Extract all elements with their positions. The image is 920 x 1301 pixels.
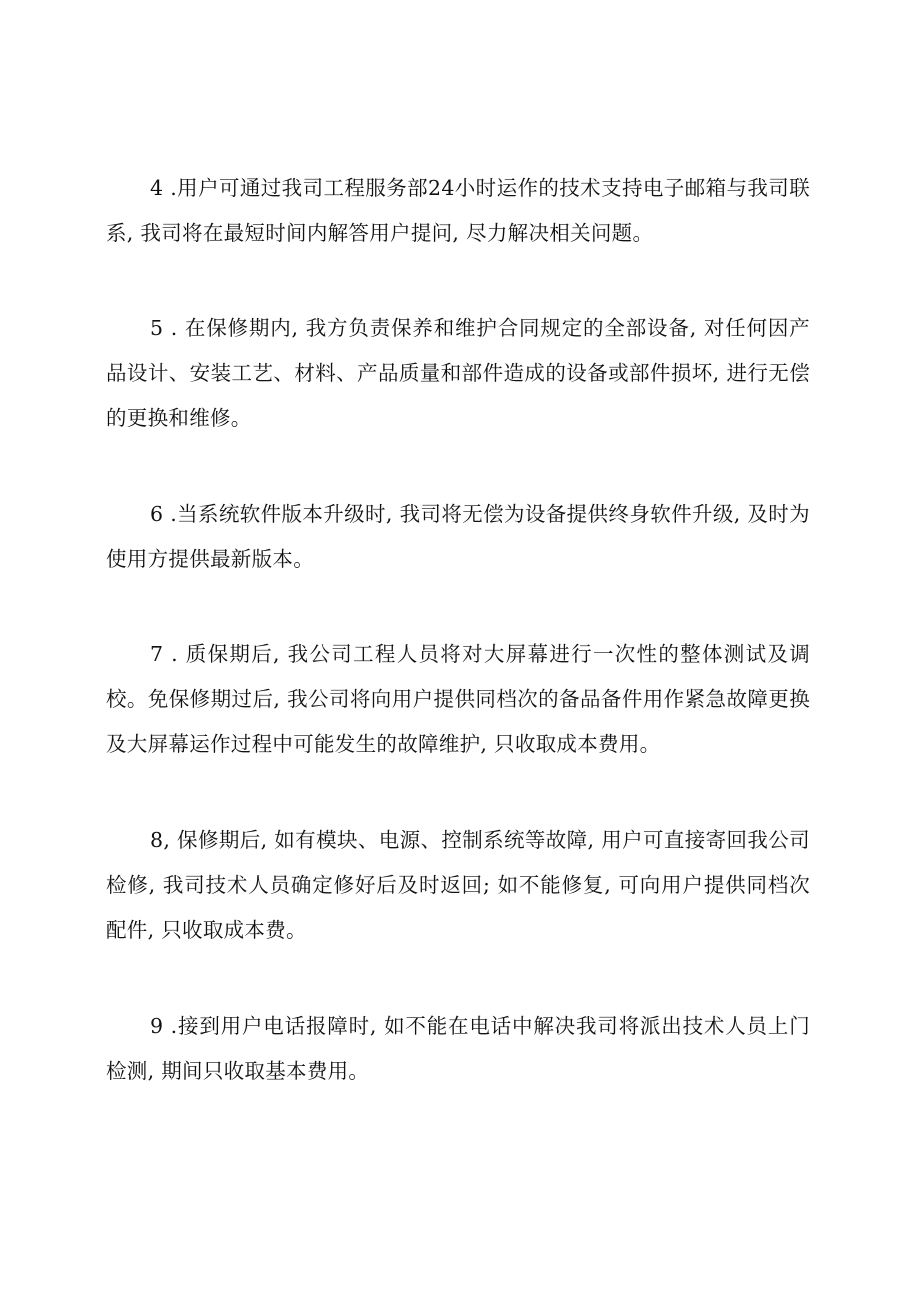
- paragraph-item-9: 9 .接到用户电话报障时, 如不能在电话中解决我司将派出技术人员上门检测, 期间只收取基本费用。: [106, 1014, 810, 1083]
- paragraph-item-4: 4 .用户可通过我司工程服务部24小时运作的技术支持电子邮箱与我司联系, 我司将在最短时间内解答用户提问, 尽力解决相关问题。: [106, 176, 810, 245]
- paragraph-item-5: 5 . 在保修期内, 我方负责保养和维护合同规定的全部设备, 对任何因产品设计、安装工艺、材料、产品质量和部件造成的设备或部件损坏, 进行无偿的更换和维修。: [106, 316, 810, 430]
- paragraph-item-6: 6 .当系统软件版本升级时, 我司将无偿为设备提供终身软件升级, 及时为使用方提供最新版本。: [106, 502, 810, 571]
- paragraph-item-8: 8, 保修期后, 如有模块、电源、控制系统等故障, 用户可直接寄回我公司检修, 我司技术人员确定修好后及时返回; 如不能修复, 可向用户提供同档次配件, 只收取成本费。: [106, 828, 810, 942]
- paragraph-item-7: 7 . 质保期后, 我公司工程人员将对大屏幕进行一次性的整体测试及调校。免保修期过后, 我公司将向用户提供同档次的备品备件用作紧急故障更换及大屏幕运作过程中可能发生的故障维护, 只收取成本费用。: [106, 642, 810, 756]
